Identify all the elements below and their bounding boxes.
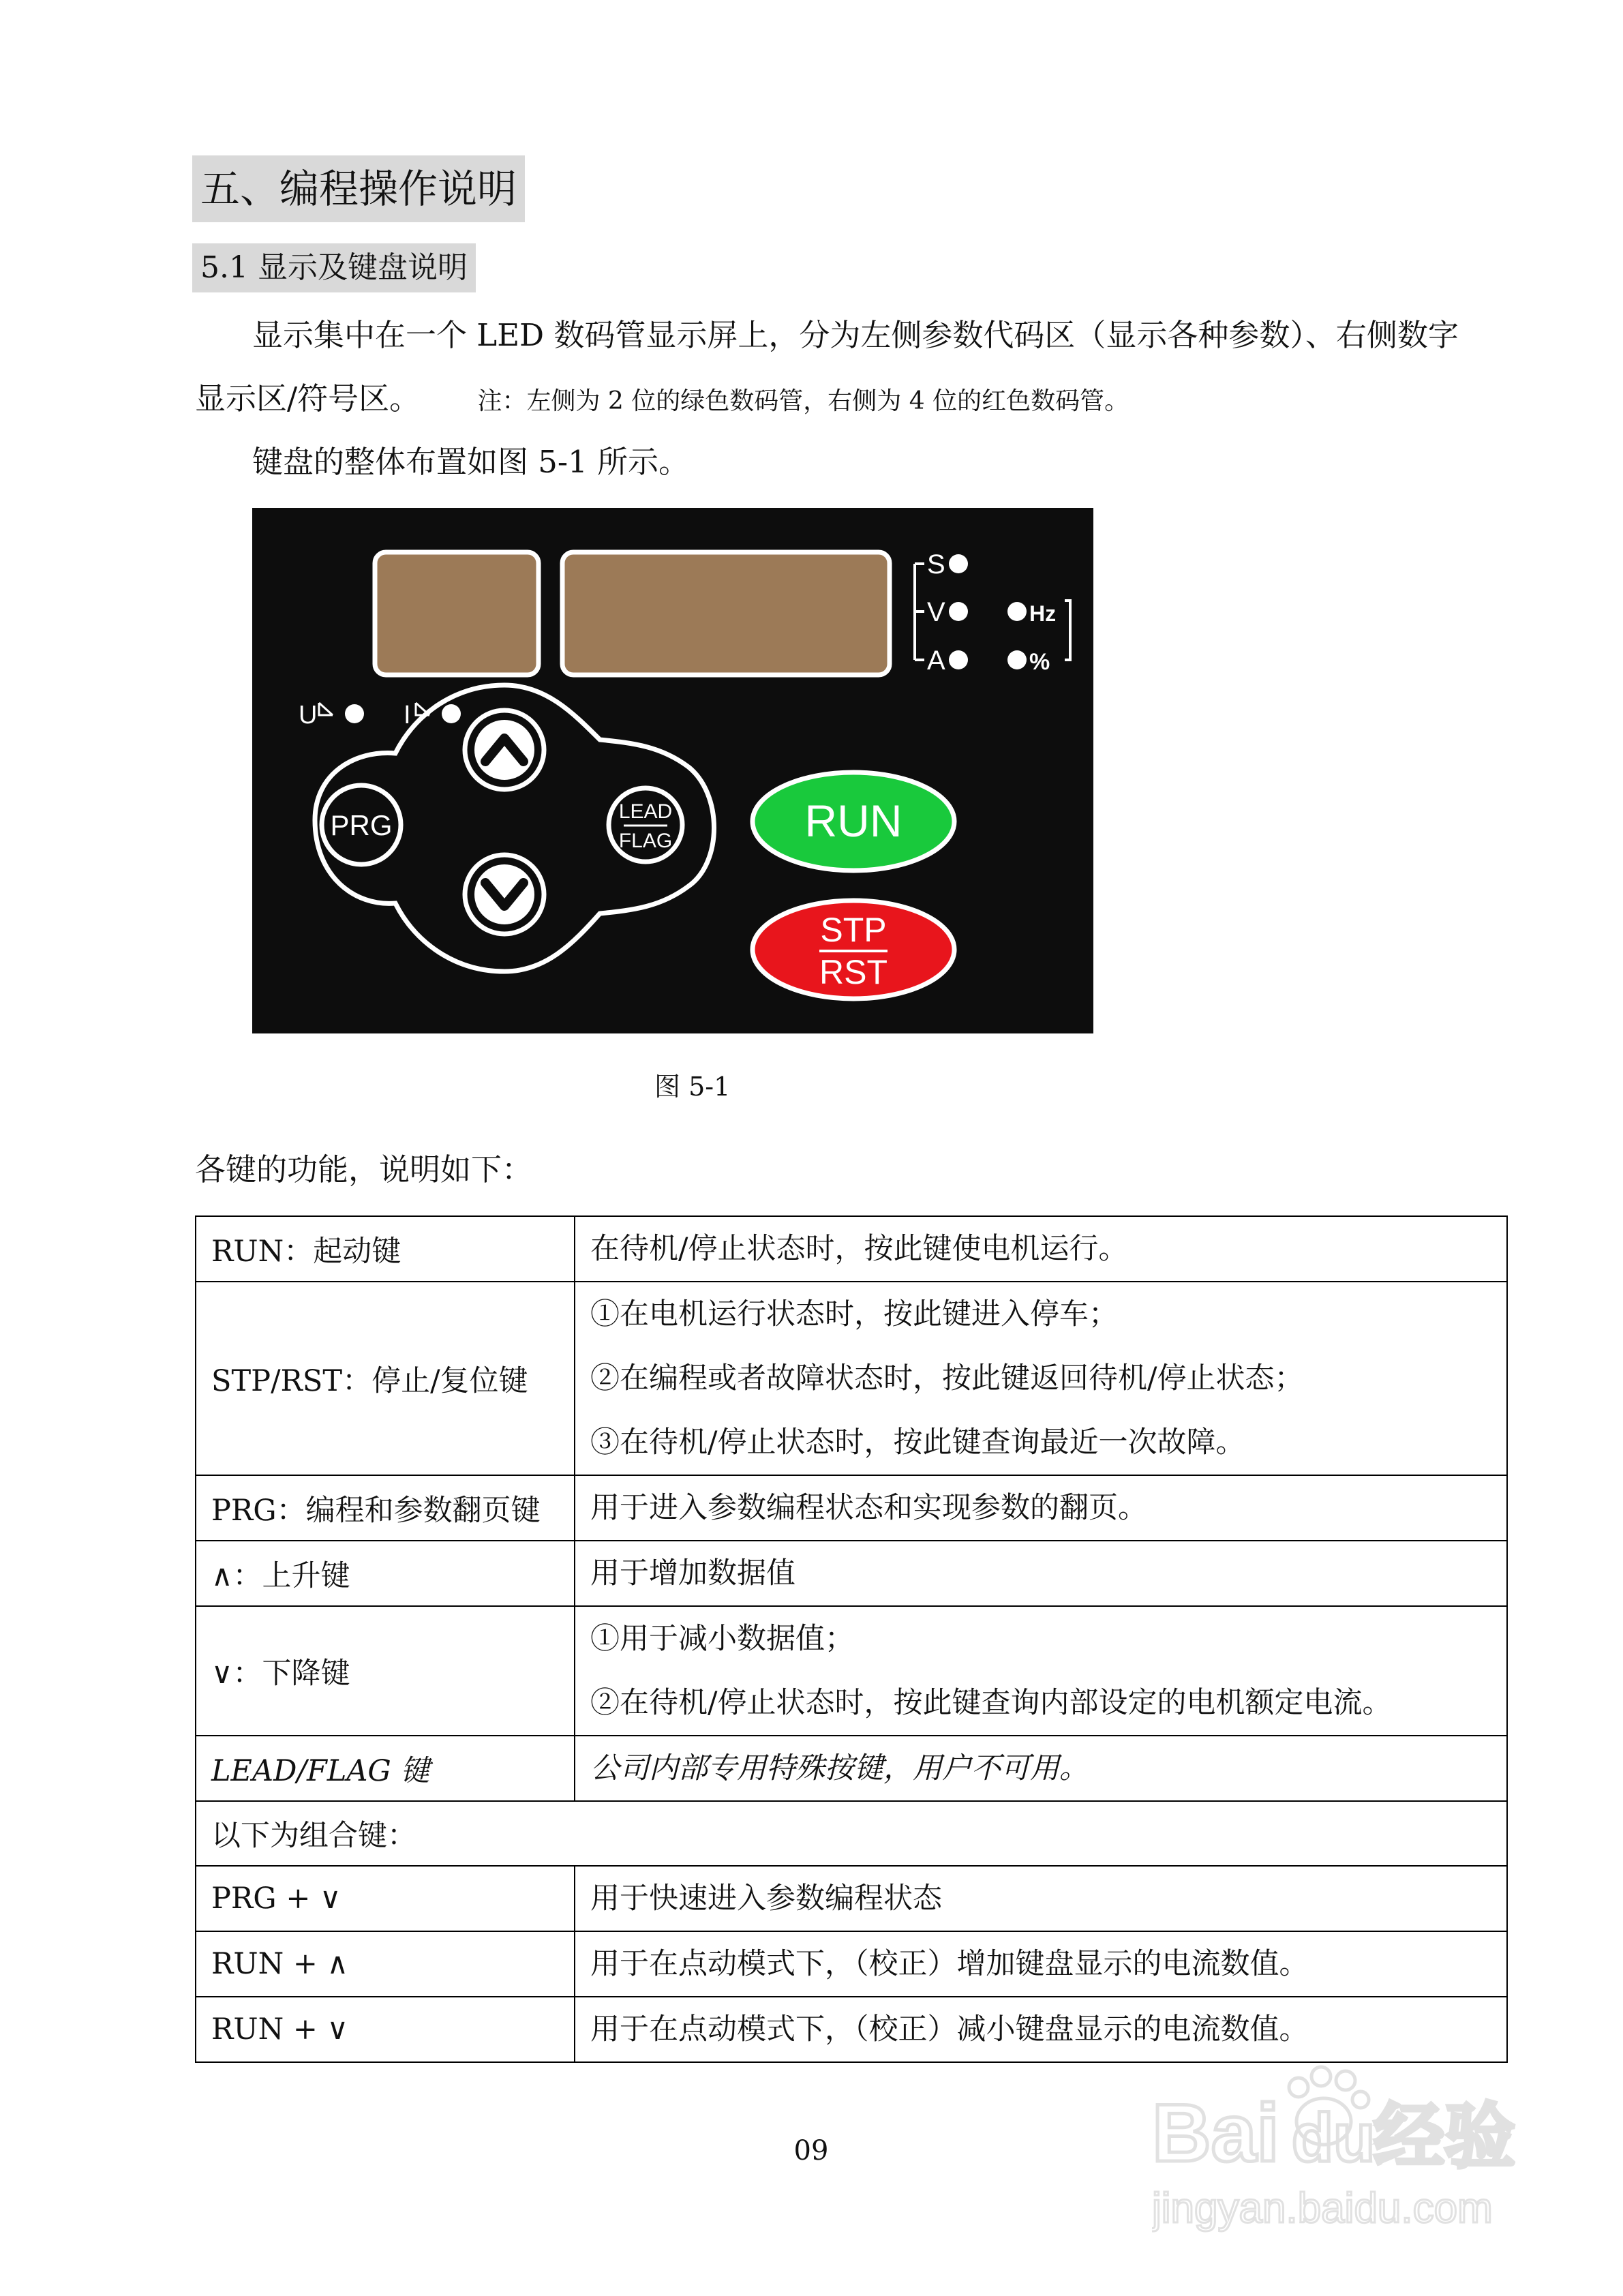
indicator-hz-led xyxy=(1007,602,1027,621)
indicator-hz-label: Hz xyxy=(1029,601,1057,626)
description-line: 用于在点动模式下，（校正）增加键盘显示的电流数值。 xyxy=(590,1947,1309,1981)
figure-caption: 图 5-1 xyxy=(654,1072,731,1102)
indicator-u-led xyxy=(345,704,364,723)
indicator-u-label: U xyxy=(299,701,318,729)
indicator-i-led xyxy=(442,704,461,723)
description-line: ③在待机/停止状态时，按此键查询最近一次故障。 xyxy=(590,1425,1245,1460)
combination-heading-cell: 以下为组合键： xyxy=(196,1801,1507,1866)
description-cell xyxy=(575,1475,1507,1541)
table-row xyxy=(196,1931,1507,1997)
keyboard-layout-paragraph: 键盘的整体布置如图 5-1 所示。 xyxy=(252,444,690,480)
down-key[interactable] xyxy=(465,855,544,934)
prg-key[interactable] xyxy=(322,785,401,864)
table-row xyxy=(196,1801,1507,1866)
indicator-v-label: V xyxy=(927,597,945,627)
watermark-url-text: jingyan.baidu.com xyxy=(1152,2185,1493,2232)
description-line: 用于快速进入参数编程状态 xyxy=(590,1882,942,1916)
description-cell xyxy=(575,1606,1507,1736)
description-cell xyxy=(575,1736,1507,1801)
watermark-du-text: du xyxy=(1292,2100,1376,2176)
table-row xyxy=(196,1282,1507,1475)
description-line: ①在电机运行状态时，按此键进入停车； xyxy=(590,1297,1118,1331)
run-key[interactable] xyxy=(753,772,954,871)
description-cell xyxy=(575,1997,1507,2062)
description-cell xyxy=(575,1931,1507,1997)
description-line: 用于增加数据值 xyxy=(590,1556,795,1590)
watermark-svg xyxy=(1152,2059,1534,2250)
table-row xyxy=(196,1216,1507,1282)
paragraph-line-2-text: 显示区/符号区。 xyxy=(195,380,421,417)
table-row xyxy=(196,1866,1507,1931)
indicator-i-label: I xyxy=(404,701,411,729)
key-cell: RUN：起动键 xyxy=(196,1216,575,1282)
table-row xyxy=(196,1606,1507,1736)
table-row xyxy=(196,1541,1507,1606)
keyboard-panel-svg xyxy=(252,508,1093,1033)
numeric-display xyxy=(562,552,890,675)
paragraph-line-2 xyxy=(195,378,1129,422)
indicator-a-led xyxy=(949,650,968,669)
run-key-label: RUN xyxy=(804,796,902,846)
page-number: 09 xyxy=(793,2135,829,2166)
description-cell xyxy=(575,1282,1507,1475)
indicator-percent-led xyxy=(1007,650,1027,669)
table-row xyxy=(196,1736,1507,1801)
rst-key-label: RST xyxy=(819,953,888,991)
display-note: 注：左侧为 2 位的绿色数码管，右侧为 4 位的红色数码管。 xyxy=(477,387,1129,415)
key-cell: STP/RST：停止/复位键 xyxy=(196,1282,575,1475)
key-function-table xyxy=(195,1215,1508,2063)
lead-flag-key[interactable] xyxy=(609,788,682,862)
subsection-heading: 5.1 显示及键盘说明 xyxy=(192,243,476,292)
table-row xyxy=(196,1475,1507,1541)
description-cell xyxy=(575,1216,1507,1282)
key-cell: ∨：下降键 xyxy=(196,1606,575,1736)
indicator-v-led xyxy=(949,602,968,621)
description-line: 用于进入参数编程状态和实现参数的翻页。 xyxy=(590,1491,1147,1525)
description-line: 用于在点动模式下，（校正）减小键盘显示的电流数值。 xyxy=(590,2012,1309,2046)
watermark-bai-text: Bai xyxy=(1152,2087,1279,2179)
flag-key-label: FLAG xyxy=(618,830,673,852)
prg-key-label: PRG xyxy=(330,809,393,841)
description-cell xyxy=(575,1866,1507,1931)
section-heading: 五、编程操作说明 xyxy=(192,155,525,222)
indicator-s-label: S xyxy=(927,549,945,579)
table-row xyxy=(196,1997,1507,2062)
key-cell: RUN + ∨ xyxy=(196,1997,575,2062)
up-key[interactable] xyxy=(465,710,544,789)
table-intro: 各键的功能，说明如下： xyxy=(195,1151,533,1188)
keyboard-panel-figure xyxy=(252,508,1093,1033)
indicator-s-led xyxy=(949,554,968,573)
key-cell: PRG：编程和参数翻页键 xyxy=(196,1475,575,1541)
description-line: ②在编程或者故障状态时，按此键返回待机/停止状态； xyxy=(590,1361,1304,1395)
description-cell xyxy=(575,1541,1507,1606)
paragraph-line-1: 显示集中在一个 LED 数码管显示屏上，分为左侧参数代码区（显示各种参数）、右侧数字 xyxy=(252,317,1459,353)
parameter-code-display xyxy=(375,552,539,675)
key-cell: PRG + ∨ xyxy=(196,1866,575,1931)
key-cell: LEAD/FLAG 键 xyxy=(196,1736,575,1801)
baidu-jingyan-watermark xyxy=(1152,2059,1534,2250)
description-line: 在待机/停止状态时，按此键使电机运行。 xyxy=(590,1232,1128,1266)
stp-rst-key[interactable] xyxy=(753,901,954,999)
key-cell: ∧：上升键 xyxy=(196,1541,575,1606)
indicator-a-label: A xyxy=(927,646,945,676)
indicator-percent-label: % xyxy=(1029,649,1050,675)
watermark-jingyan-text: 经验 xyxy=(1374,2095,1516,2178)
description-line: ①用于减小数据值； xyxy=(590,1622,854,1656)
key-cell: RUN + ∧ xyxy=(196,1931,575,1997)
lead-key-label: LEAD xyxy=(618,800,673,823)
description-line: ②在待机/停止状态时，按此键查询内部设定的电机额定电流。 xyxy=(590,1686,1392,1720)
stp-key-label: STP xyxy=(820,911,887,949)
description-line: 公司内部专用特殊按键，用户不可用。 xyxy=(590,1751,1089,1785)
